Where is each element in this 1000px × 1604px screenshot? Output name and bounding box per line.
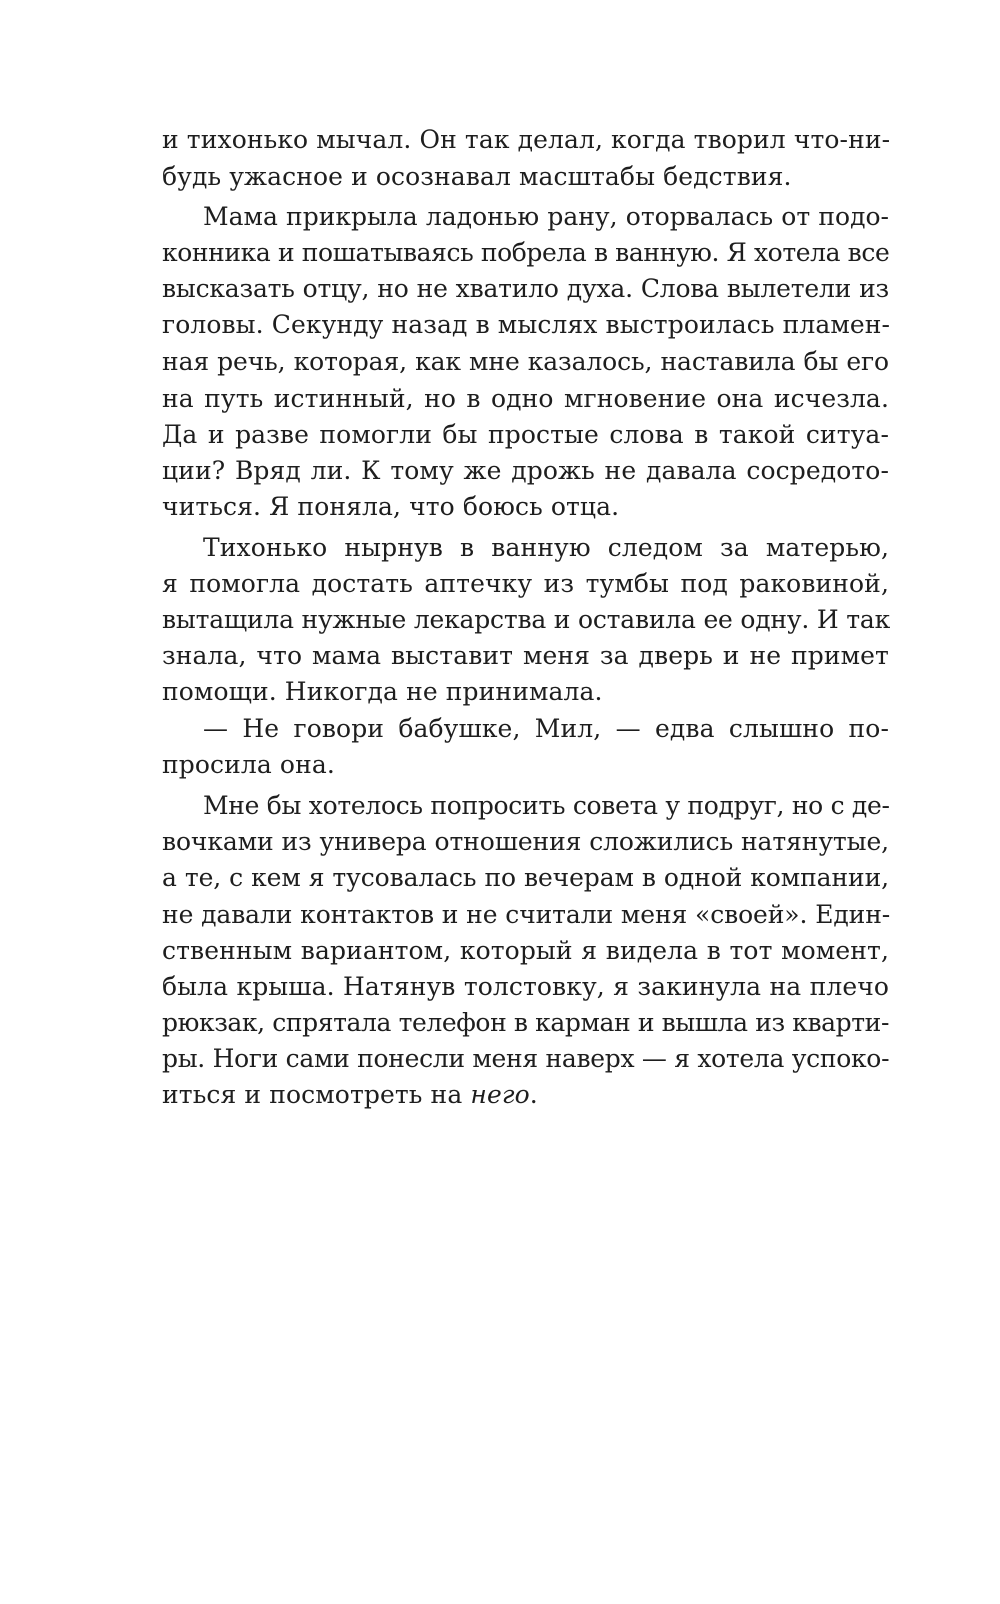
text-line: высказать отцу, но не хватило духа. Слова вылетели из: [162, 274, 889, 303]
text-line: ции? Вряд ли. К тому же дрожь не давала сосредото-: [162, 456, 889, 485]
text-line: вытащила нужные лекарства и оставила ее одну. И так: [162, 605, 891, 634]
text-line: помощи. Никогда не принимала.: [162, 677, 603, 706]
text-line: Тихонько нырнув в ванную следом за матерью,: [203, 533, 889, 562]
text-line: головы. Секунду назад в мыслях выстроилась пламен-: [162, 310, 891, 339]
text-line: Да и разве помогли бы простые слова в такой ситуа-: [162, 420, 889, 449]
text-line: конника и пошатываясь побрела в ванную. Я хотела все: [162, 238, 890, 267]
text-line: будь ужасное и осознавал масштабы бедствия.: [162, 162, 792, 191]
text-line-final: [162, 1076, 889, 1114]
text-line: ры. Ноги сами понесли меня наверх — я хотела успоко-: [162, 1044, 890, 1073]
text-line: и тихонько мычал. Он так делал, когда творил что-ни-: [162, 125, 891, 154]
text-line: а те, с кем я тусовалась по вечерам в одной компании,: [162, 863, 889, 892]
text-line: читься. Я поняла, что боюсь отца.: [162, 492, 620, 521]
text-line: Мне бы хотелось попросить совета у подруг, но с де-: [203, 791, 890, 820]
dialogue-line: просила она.: [162, 750, 335, 779]
text-line: я помогла достать аптечку из тумбы под раковиной,: [162, 569, 889, 598]
text-line: вочками из универа отношения сложились натянутые,: [162, 827, 889, 856]
text-segment: .: [529, 1080, 538, 1109]
text-line: на путь истинный, но в одно мгновение она исчезла.: [162, 384, 889, 413]
text-line: была крыша. Натянув толстовку, я закинула на плечо: [162, 972, 889, 1001]
text-line: рюкзак, спрятала телефон в карман и вышла из кварти-: [162, 1008, 889, 1037]
text-line: Мама прикрыла ладонью рану, оторвалась от подо-: [203, 202, 889, 231]
text-line: не давали контактов и не считали меня «своей». Един-: [162, 900, 891, 929]
text-line: ственным вариантом, который я видела в тот момент,: [162, 936, 889, 965]
text-line: знала, что мама выставит меня за дверь и не примет: [162, 641, 889, 670]
text-line: ная речь, которая, как мне казалось, наставила бы его: [162, 347, 889, 376]
text-segment: иться и посмотреть на: [162, 1080, 471, 1109]
dialogue-line: — Не говори бабушке, Мил, — едва слышно по-: [203, 714, 889, 743]
italic-word: него: [470, 1080, 530, 1109]
